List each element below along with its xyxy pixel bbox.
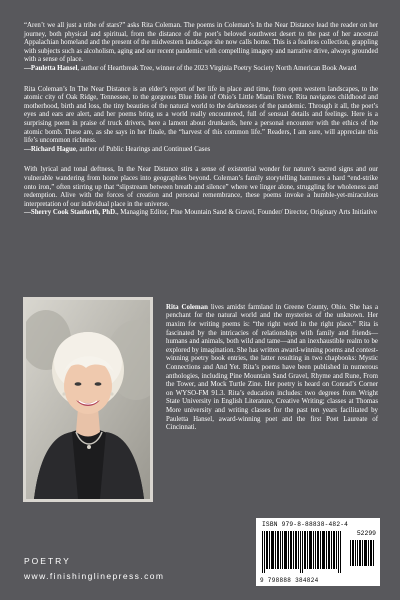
publisher-url[interactable]: www.finishinglinepress.com [24, 571, 165, 581]
isbn-barcode [256, 518, 380, 586]
blurbs-section [24, 22, 378, 218]
genre-label: POETRY [24, 556, 71, 566]
barcode-bars [262, 531, 344, 573]
blurb-1-author: —Pauletta Hansel [24, 64, 78, 72]
author-portrait-illustration [26, 300, 150, 499]
blurb-2-credentials: , author of Public Hearings and Continued Cases [75, 145, 211, 153]
author-name: Rita Coleman [166, 303, 208, 311]
blurb-1-credentials: , author of Heartbreak Tree, winner of the 2023 Virginia Poetry Society North American Book Award [77, 64, 357, 72]
blurb-2-attribution [24, 146, 378, 155]
price-barcode-bars [350, 540, 374, 566]
blurb-2-text: Rita Coleman’s In The Near Distance is an elder’s report of her life in place and time, from open western landscapes, to the atomic city of Oak Ridge, Tennessee, to the gorgeous Blue Hole of Ohio’s Little Miami River. Rita navigates childhood and motherhood, birth and loss, the tiny beauties of the natural world to the darknesses of the pandemic. Through it all, the poet’s eyes and ears are alert, and her poems bring us a world really encountered, full of sensual details and feelings. Here is a surprising poem in praise of truck drivers, here a lament about drunkards, here a personal encounter with the ethics of the atomic bomb. These are, as she says in her finale, the “harvest of this common life.” Readers, I am sure, will appreciate this life’s uncommon richness. [24, 85, 378, 145]
blurb-3-credentials: , Managing Editor, Pine Mountain Sand & Gravel, Founder/ Director, Originary Arts Initiative [116, 209, 377, 217]
author-bio [166, 304, 378, 433]
blurb-1-attribution [24, 65, 378, 74]
blurb-3 [24, 166, 378, 218]
isbn-text: ISBN 979-8-88838-482-4 [262, 521, 349, 528]
author-bio-text: lives amidst farmland in Greene County, Ohio. She has a penchant for the natural world and the mysteries of the unknown. Her maxim for writing poems is: “the right word in the right place.” Rita is fascinated by the intricacies of relationships with family and friends—humans and animals, both wild and tame—and an inexhaustible realm to be explored by imagination. She has written award-winning poems and contest-winning poetry book entries, the latter resulting in two chapbooks: Mystic Connections and And Yet. Rita’s poems have been published in numerous anthologies, including Pine Mountain Sand Gravel, Rhyme and Rune, From the Tower, and Mock Turtle Zine. Her poetry is heard on Conrad’s Corner on WYSO-FM 91.3. Rita’s education includes: two degrees from Wright State University in English Literature, Creative Writing; classes at Thomas More university and writing classes for the past ten years facilitated by Pauletta Hansel, award-winning poet and the first Poet Laureate of Cincinnati. [166, 303, 379, 432]
price-code: 52299 [356, 530, 376, 537]
author-photo [23, 297, 153, 502]
blurb-1 [24, 22, 378, 74]
blurb-3-attribution [24, 209, 378, 218]
blurb-1-text: “Aren’t we all just a tribe of stars?” asks Rita Coleman. The poems in Coleman’s In the Near Distance lead the reader on her journey, both physical and spiritual, from the distance of the poet’s beloved southwest desert to the past of her ancestral Appalachian homeland and the present of the midwestern landscape she now calls home. This is a fearless collection, grappling with subjects such as alcoholism, aging and our recent pandemic with compelling imagery and narrative drive, always grounded with a sense of place. [24, 22, 378, 64]
blurb-3-author: —Sherry Cook Stanforth, PhD. [24, 209, 117, 217]
blurb-2-author: —Richard Hague [24, 145, 76, 153]
blurb-3-text: With lyrical and tonal deftness, In the Near Distance stirs a sense of existential wonder for nature’s sacred signs and our vulnerable wandering from home places into geographies beyond. Coleman’s family storytelling hammers a hard “end-strike onto iron,” often stirring up that “slipstream between breath and silence” where we linger alone, struggling for wholeness and redemption. Alive with the forces of creation and personal remembrance, these poems invoke a humble-yet-miraculous interpretation of our individual place in the universe. [24, 166, 378, 208]
barcode-number: 9 798888 384824 [260, 577, 319, 584]
blurb-2 [24, 86, 378, 155]
